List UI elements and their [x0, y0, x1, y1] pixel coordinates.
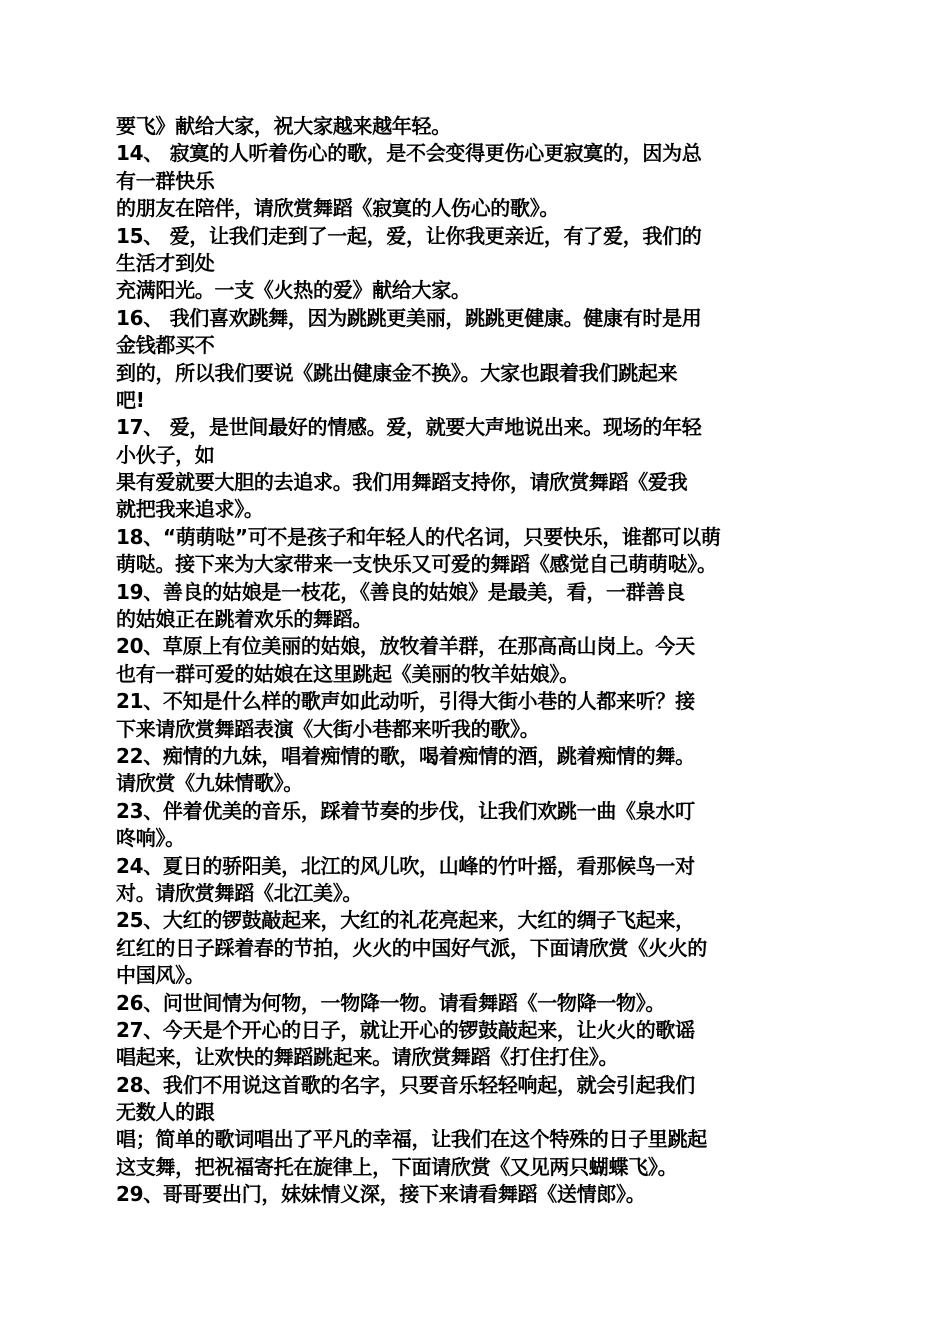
text-line: 24、夏日的骄阳美，北江的风儿吹，山峰的竹叶摇，看那候鸟一对 — [116, 853, 695, 878]
text-line: 的朋友在陪伴，请欣赏舞蹈《寂寞的人伤心的歌》。 — [116, 196, 560, 221]
text-line: 23、伴着优美的音乐，踩着节奏的步伐，让我们欢跳一曲《泉水叮 — [116, 798, 695, 823]
text-line: 也有一群可爱的姑娘在这里跳起《美丽的牧羊姑娘》。 — [116, 661, 579, 686]
text-line: 这支舞，把祝福寄托在旋律上，下面请欣赏《又见两只蝴蝶飞》。 — [116, 1154, 678, 1179]
text-line: 19、善良的姑娘是一枝花，《善良的姑娘》是最美，看，一群善良 — [116, 579, 685, 604]
text-line: 充满阳光。一支《火热的爱》献给大家。 — [116, 278, 471, 303]
text-line: 27、今天是个开心的日子，就让开心的锣鼓敲起来，让火火的歌谣 — [116, 1017, 695, 1042]
text-line: 的姑娘正在跳着欢乐的舞蹈。 — [116, 607, 373, 632]
text-line: 唱起来，让欢快的舞蹈跳起来。请欣赏舞蹈《打住打住》。 — [116, 1045, 619, 1070]
text-line: 22、痴情的九妹，唱着痴情的歌，喝着痴情的酒，跳着痴情的舞。 — [116, 743, 695, 768]
text-line: 28、我们不用说这首歌的名字，只要音乐轻轻响起，就会引起我们 — [116, 1072, 695, 1097]
document-text-body — [116, 113, 836, 1209]
text-line: 小伙子，如 — [116, 442, 215, 467]
text-line: 就把我来追求》。 — [116, 497, 264, 522]
text-line: 请欣赏《九妹情歌》。 — [116, 771, 303, 796]
text-line: 17、 爱，是世间最好的情感。爱，就要大声地说出来。现场的年轻 — [116, 415, 702, 440]
text-line: 有一群快乐 — [116, 168, 215, 193]
text-line: 16、 我们喜欢跳舞，因为跳跳更美丽，跳跳更健康。健康有时是用 — [116, 305, 702, 330]
text-line: 26、问世间情为何物，一物降一物。请看舞蹈《一物降一物》。 — [116, 990, 666, 1015]
text-line: 红红的日子踩着春的节拍，火火的中国好气派，下面请欣赏《火火的 — [116, 935, 707, 960]
text-line: 要飞》献给大家，祝大家越来越年轻。 — [116, 114, 451, 138]
text-line: 29、哥哥要出门，妹妹情义深，接下来请看舞蹈《送情郎》。 — [116, 1182, 646, 1207]
text-line: 生活才到处 — [116, 250, 215, 275]
text-line: 金钱都买不 — [116, 333, 215, 358]
text-line: 对。请欣赏舞蹈《北江美》。 — [116, 880, 363, 905]
text-line: 唱；简单的歌词唱出了平凡的幸福，让我们在这个特殊的日子里跳起 — [116, 1127, 707, 1152]
text-line: 21、不知是什么样的歌声如此动听，引得大街小巷的人都来听？接 — [116, 689, 695, 714]
text-line: 果有爱就要大胆的去追求。我们用舞蹈支持你，请欣赏舞蹈《爱我 — [116, 470, 688, 495]
text-line: 18、“萌萌哒”可不是孩子和年轻人的代名词，只要快乐，谁都可以萌 — [116, 524, 721, 549]
text-line: 中国风》。 — [116, 963, 205, 988]
text-line: 咚响》。 — [116, 826, 185, 851]
text-line: 下来请欣赏舞蹈表演《大街小巷都来听我的歌》。 — [116, 716, 540, 741]
text-line: 20、草原上有位美丽的姑娘，放牧着羊群，在那高高山岗上。今天 — [116, 634, 695, 659]
text-line: 14、 寂寞的人听着伤心的歌，是不会变得更伤心更寂寞的，因为总 — [116, 141, 702, 166]
text-line: 25、大红的锣鼓敲起来，大红的礼花亮起来，大红的绸子飞起来， — [116, 908, 695, 933]
text-line: 到的，所以我们要说《跳出健康金不换》。大家也跟着我们跳起来 — [116, 360, 678, 385]
text-line: 吧! — [116, 387, 145, 412]
text-line: 无数人的跟 — [116, 1100, 215, 1125]
text-line: 萌哒。接下来为大家带来一支快乐又可爱的舞蹈《感觉自己萌萌哒》。 — [116, 552, 717, 577]
text-line: 15、 爱，让我们走到了一起，爱，让你我更亲近，有了爱，我们的 — [116, 223, 702, 248]
